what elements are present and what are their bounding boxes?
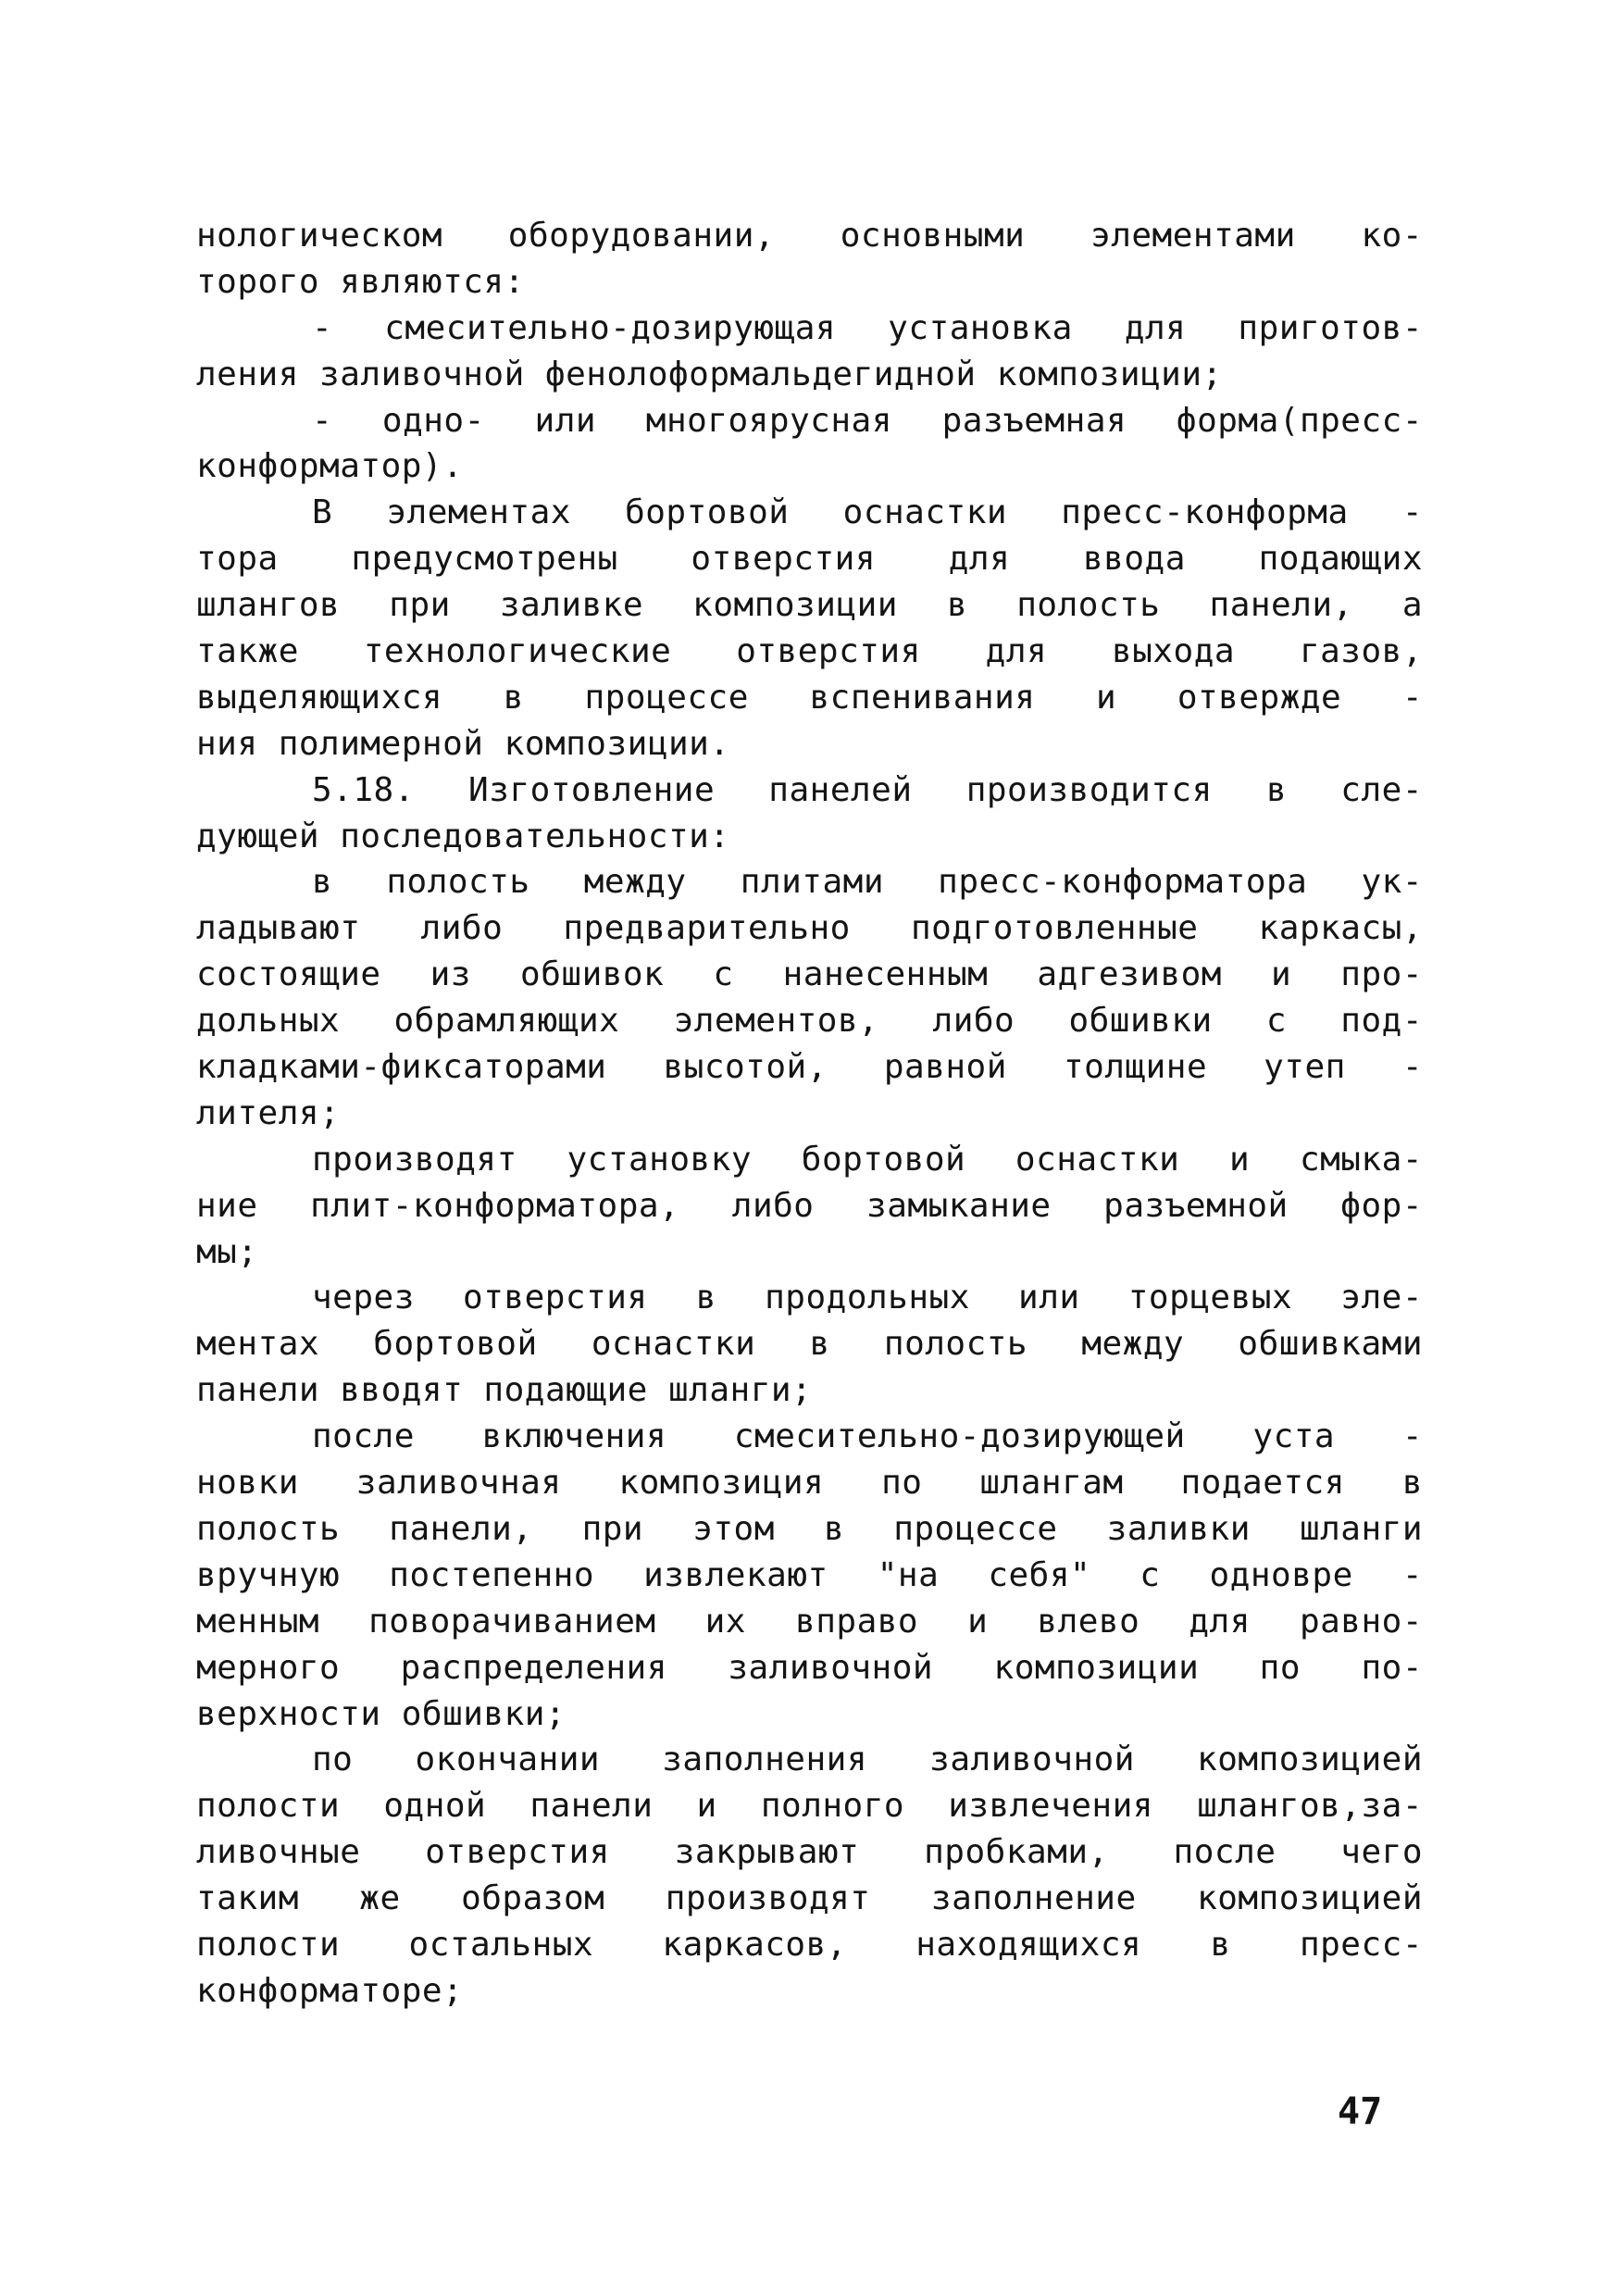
text-line: ния полимерной композиции. xyxy=(196,724,730,763)
text-line: лителя; xyxy=(196,1093,341,1132)
text-line: верхности обшивки; xyxy=(196,1694,567,1733)
text-line: - одно- или многоярусная разъемная форма(пресс- xyxy=(312,401,1423,440)
text-line: - смесительно-дозирующая установка для приготов- xyxy=(312,308,1423,347)
text-line: состоящие из обшивок с нанесенным адгезивом и про- xyxy=(196,955,1423,994)
text-line: новки заливочная композиция по шлангам подается в xyxy=(196,1464,1423,1503)
text-line: менным поворачиванием их вправо и влево для равно- xyxy=(196,1602,1423,1641)
text-line: дующей последовательности: xyxy=(196,817,730,855)
text-line: дольных обрамляющих элементов, либо обшивки с под- xyxy=(196,1002,1423,1041)
text-line: по окончании заполнения заливочной композицией xyxy=(312,1741,1423,1779)
text-line: тора предусмотрены отверстия для ввода подающих xyxy=(196,540,1423,579)
text-line: ментах бортовой оснастки в полость между обшивками xyxy=(196,1325,1423,1364)
text-line: вручную постепенно извлекают "на себя" с одновре - xyxy=(196,1555,1423,1594)
text-line: таким же образом производят заполнение композицией xyxy=(196,1879,1423,1918)
text-line: через отверстия в продольных или торцевых эле- xyxy=(312,1279,1423,1317)
text-line: торого являются: xyxy=(196,262,525,301)
text-line: кладками-фиксаторами высотой, равной толщине утеп - xyxy=(196,1048,1423,1087)
page-number: 47 xyxy=(1338,2090,1383,2133)
text-line: производят установку бортовой оснастки и смыка- xyxy=(312,1140,1423,1179)
text-line: мы; xyxy=(196,1232,258,1271)
text-line: В элементах бортовой оснастки пресс-конформа - xyxy=(312,493,1423,532)
body-text xyxy=(196,213,1423,2015)
text-line: ливочные отверстия закрывают пробками, после чего xyxy=(196,1833,1423,1872)
text-line: панели вводят подающие шланги; xyxy=(196,1371,813,1410)
text-line: конформаторе; xyxy=(196,1971,464,2010)
text-line: полости одной панели и полного извлечения шлангов,за- xyxy=(196,1787,1423,1826)
text-line: полости остальных каркасов, находящихся в пресс- xyxy=(196,1925,1423,1964)
text-line: нологическом оборудовании, основными элементами ко- xyxy=(196,217,1423,255)
text-line: после включения смесительно-дозирующей уста - xyxy=(312,1417,1423,1456)
text-line: шлангов при заливке композиции в полость панели, а xyxy=(196,586,1423,625)
text-line: ние плит-конформатора, либо замыкание разъемной фор- xyxy=(196,1186,1423,1225)
text-line: в полость между плитами пресс-конформатора ук- xyxy=(312,863,1423,902)
text-line: также технологические отверстия для выхода газов, xyxy=(196,632,1423,671)
text-line: полость панели, при этом в процессе заливки шланги xyxy=(196,1509,1423,1548)
text-line: ления заливочной фенолоформальдегидной композиции; xyxy=(196,355,1223,393)
text-line: выделяющихся в процессе вспенивания и отвержде - xyxy=(196,678,1423,717)
text-line: 5.18. Изготовление панелей производится в сле- xyxy=(312,770,1423,809)
text-line: конформатор). xyxy=(196,447,464,486)
text-line: ладывают либо предварительно подготовленные каркасы, xyxy=(196,909,1423,948)
text-line: мерного распределения заливочной композиции по по- xyxy=(196,1648,1423,1687)
